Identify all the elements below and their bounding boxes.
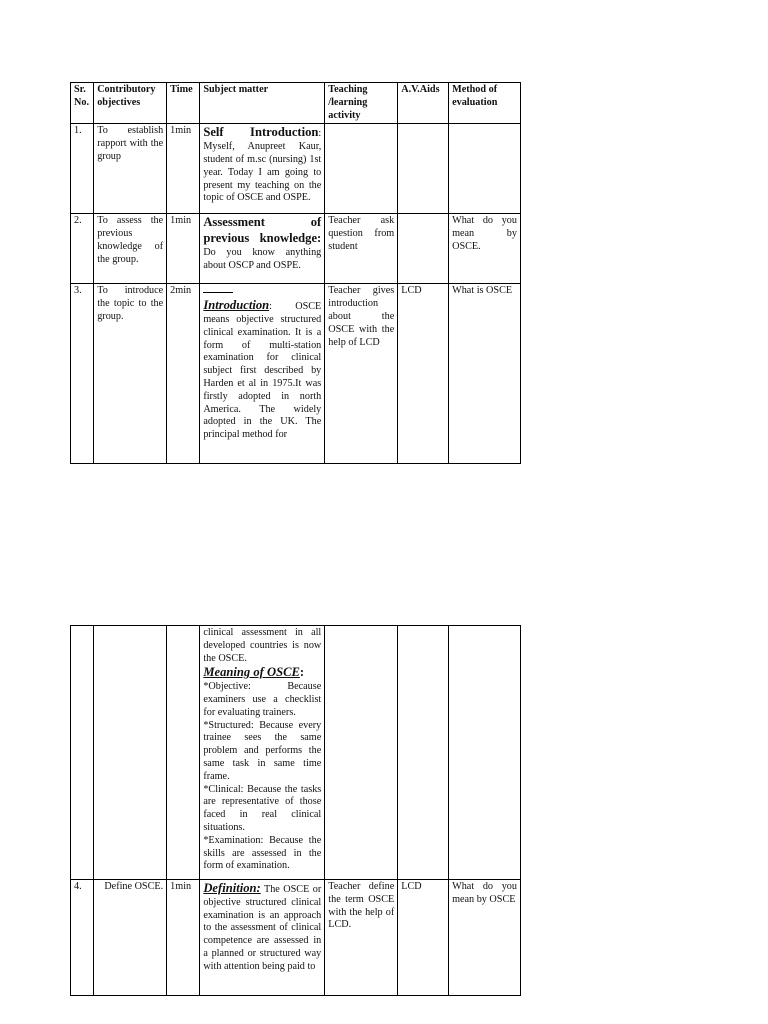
table-row xyxy=(71,284,521,464)
cell-aids xyxy=(398,626,449,880)
cell-evaluation: What is OSCE xyxy=(449,284,521,464)
header-sr: Sr. No. xyxy=(71,83,94,124)
cell-activity xyxy=(325,626,398,880)
subject-body: Do you know anything about OSCP and OSPE. xyxy=(203,246,322,271)
cell-sr: 1. xyxy=(71,124,94,214)
intro-continued: clinical assessment in all developed countries is now the OSCE. xyxy=(203,627,322,664)
meaning-heading: Meaning of OSCE xyxy=(203,665,300,680)
header-subject: Subject matter xyxy=(200,83,325,124)
table-row xyxy=(71,214,521,284)
meaning-examination: *Examination: Because the skills are assessed in the form of examination. xyxy=(203,834,322,872)
header-row xyxy=(71,83,521,124)
cell-sr: 3. xyxy=(71,284,94,464)
cell-evaluation xyxy=(449,124,521,214)
cell-time: 1min xyxy=(167,124,200,214)
cell-time xyxy=(167,626,200,880)
cell-evaluation: What do you mean by OSCE. xyxy=(449,214,521,284)
subject-body: The OSCE or objective structured clinical examination is an approach to the assessment of clinical competence are assessed in a planned or structured way with attention being paid to xyxy=(203,884,322,972)
cell-evaluation: What do you mean by OSCE xyxy=(449,880,521,996)
cell-aids: LCD xyxy=(398,880,449,996)
table-row-continued xyxy=(71,626,521,880)
cell-sr xyxy=(71,626,94,880)
cell-objective: To establish rapport with the group xyxy=(94,124,167,214)
lesson-plan-table-page1 xyxy=(70,82,521,464)
cell-time: 1min xyxy=(167,880,200,996)
table-row xyxy=(71,124,521,214)
subject-body: : OSCE means objective structured clinical examination. It is a form of multi-station examination for clinical subject first described by Harden et al in 1975.It was firstly adopted in north America. The widely adopted in the UK. The principal method for xyxy=(203,301,322,441)
cell-time: 1min xyxy=(167,214,200,284)
cell-subject xyxy=(200,214,325,284)
cell-objective xyxy=(94,626,167,880)
cell-subject xyxy=(200,880,325,996)
cell-objective: To introduce the topic to the group. xyxy=(94,284,167,464)
cell-subject xyxy=(200,626,325,880)
cell-aids xyxy=(398,214,449,284)
meaning-objective: *Objective: Because examiners use a checklist for evaluating trainers. xyxy=(203,681,322,718)
header-objectives: Contributory objectives xyxy=(94,83,167,124)
cell-aids: LCD xyxy=(398,284,449,464)
cell-activity: Teacher define the term OSCE with the help of LCD. xyxy=(325,880,398,996)
subject-heading: Introduction xyxy=(203,298,270,313)
cell-activity xyxy=(325,124,398,214)
cell-objective: Define OSCE. xyxy=(94,880,167,996)
cell-sr: 4. xyxy=(71,880,94,996)
header-evaluation: Method of evaluation xyxy=(449,83,521,124)
cell-objective: To assess the previous knowledge of the group. xyxy=(94,214,167,284)
meaning-clinical: *Clinical: Because the tasks are representative of those faced in real clinical situations. xyxy=(203,783,322,833)
meaning-colon: : xyxy=(299,665,305,680)
subject-body: : Myself, Anupreet Kaur, student of m.sc (nursing) 1st year. Today I am going to present my teaching on the topic of OSCE and OSPE. xyxy=(203,128,322,204)
subject-heading: Assessment of previous knowledge: xyxy=(203,215,322,246)
subject-heading: Definition: xyxy=(203,881,261,895)
header-time: Time xyxy=(167,83,200,124)
cell-aids xyxy=(398,124,449,214)
subject-heading: Self Introduction xyxy=(203,125,319,140)
cell-activity: Teacher gives introduction about the OSCE with the help of LCD xyxy=(325,284,398,464)
cell-subject xyxy=(200,124,325,214)
header-aids: A.V.Aids xyxy=(398,83,449,124)
lesson-plan-table-page2 xyxy=(70,625,521,996)
cell-sr: 2. xyxy=(71,214,94,284)
meaning-structured: *Structured: Because every trainee sees the same problem and performs the same task in same time frame. xyxy=(203,719,322,782)
blank-line xyxy=(203,286,233,293)
cell-evaluation xyxy=(449,626,521,880)
cell-subject xyxy=(200,284,325,464)
table-row xyxy=(71,880,521,996)
cell-activity: Teacher ask question from student xyxy=(325,214,398,284)
header-activity: Teaching /learning activity xyxy=(325,83,398,124)
cell-time: 2min xyxy=(167,284,200,464)
